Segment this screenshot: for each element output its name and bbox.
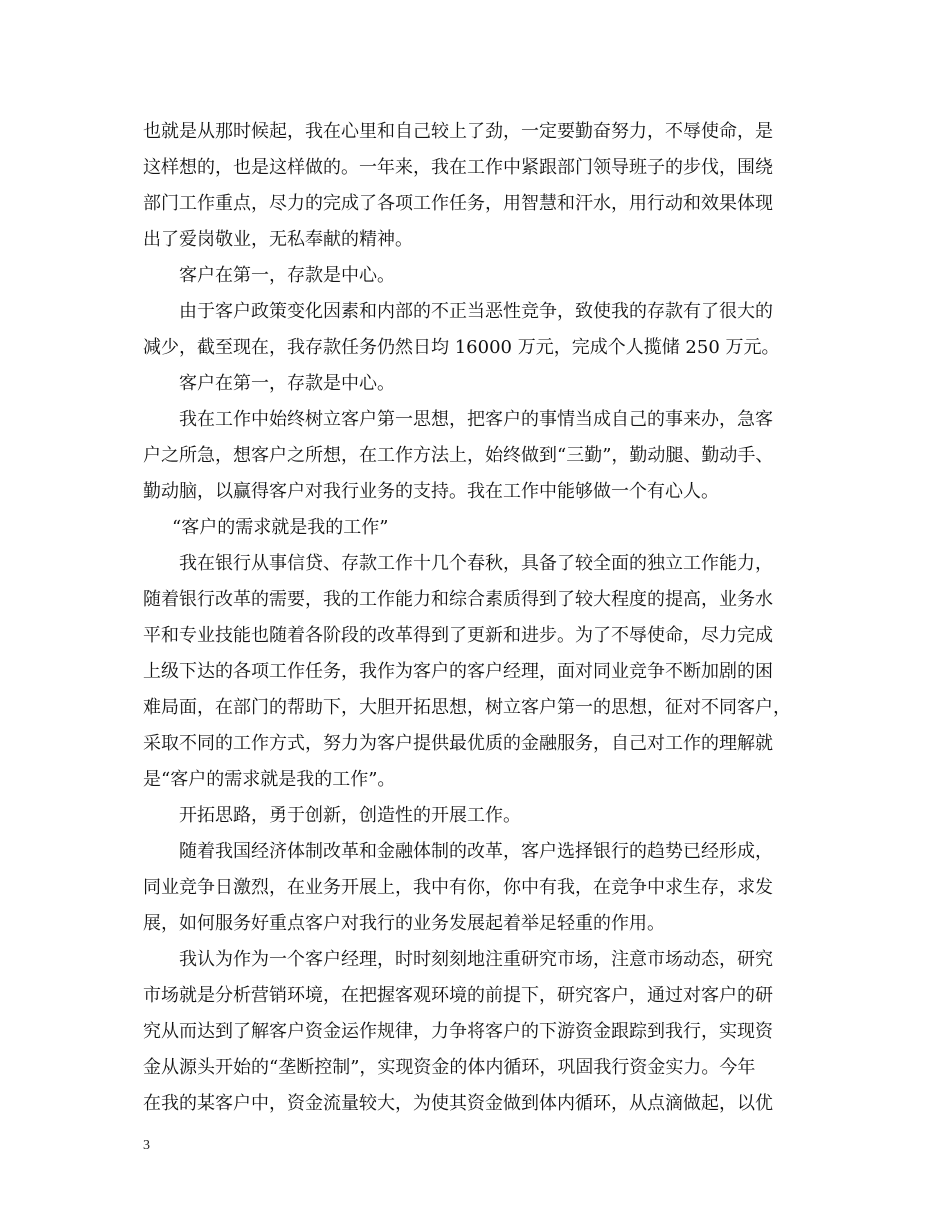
text-line: 平和专业技能也随着各阶段的改革得到了更新和进步。为了不辱使命，尽力完成 xyxy=(143,625,773,646)
text-line: 这样想的，也是这样做的。一年来，我在工作中紧跟部门领导班子的步伐，围绕 xyxy=(143,157,773,178)
text-line: 随着我国经济体制改革和金融体制的改革，客户选择银行的趋势已经形成， xyxy=(179,841,773,862)
text-line: 部门工作重点，尽力的完成了各项工作任务，用智慧和汗水，用行动和效果体现 xyxy=(143,193,773,214)
section-heading: “客户的需求就是我的工作” xyxy=(172,517,389,538)
text-line: 户之所急，想客户之所想，在工作方法上，始终做到“三勤”，勤动腿、勤动手、 xyxy=(143,445,774,466)
text-line: 展，如何服务好重点客户对我行的业务发展起着举足轻重的作用。 xyxy=(143,913,665,934)
page-number: 3 xyxy=(143,1138,150,1153)
text-line: 也就是从那时候起，我在心里和自己较上了劲，一定要勤奋努力，不辱使命，是 xyxy=(143,121,773,142)
text-line: 采取不同的工作方式，努力为客户提供最优质的金融服务，自己对工作的理解就 xyxy=(143,733,773,754)
text-line: 勤动脑，以赢得客户对我行业务的支持。我在工作中能够做一个有心人。 xyxy=(143,481,719,502)
text-line: 随着银行改革的需要，我的工作能力和综合素质得到了较大程度的提高，业务水 xyxy=(143,589,773,610)
text-line: 金从源头开始的“垄断控制”，实现资金的体内循环，巩固我行资金实力。今年 xyxy=(143,1057,756,1078)
text-line: 是“客户的需求就是我的工作”。 xyxy=(143,769,396,790)
text-line: 减少，截至现在，我存款任务仍然日均 16000 万元，完成个人揽储 250 万元。 xyxy=(143,337,780,358)
section-heading: 开拓思路，勇于创新，创造性的开展工作。 xyxy=(179,805,521,826)
text-line: 我在工作中始终树立客户第一思想，把客户的事情当成自己的事来办，急客 xyxy=(179,409,773,430)
text-line: 市场就是分析营销环境，在把握客观环境的前提下，研究客户，通过对客户的研 xyxy=(143,985,773,1006)
section-heading: 客户在第一，存款是中心。 xyxy=(179,373,395,394)
text-line: 在我的某客户中，资金流量较大，为使其资金做到体内循环，从点滴做起，以优 xyxy=(143,1093,773,1114)
text-line: 我在银行从事信贷、存款工作十几个春秋，具备了较全面的独立工作能力， xyxy=(179,553,773,574)
text-line: 同业竞争日激烈，在业务开展上，我中有你，你中有我，在竞争中求生存，求发 xyxy=(143,877,773,898)
text-line: 我认为作为一个客户经理，时时刻刻地注重研究市场，注意市场动态，研究 xyxy=(179,949,773,970)
text-line: 出了爱岗敬业，无私奉献的精神。 xyxy=(143,229,413,250)
text-line: 由于客户政策变化因素和内部的不正当恶性竞争，致使我的存款有了很大的 xyxy=(179,301,773,322)
text-line: 难局面，在部门的帮助下，大胆开拓思想，树立客户第一的思想，征对不同客户， xyxy=(143,697,791,718)
section-heading: 客户在第一，存款是中心。 xyxy=(179,265,395,286)
text-line: 上级下达的各项工作任务，我作为客户的客户经理，面对同业竞争不断加剧的困 xyxy=(143,661,773,682)
text-line: 究从而达到了解客户资金运作规律，力争将客户的下游资金跟踪到我行，实现资 xyxy=(143,1021,773,1042)
